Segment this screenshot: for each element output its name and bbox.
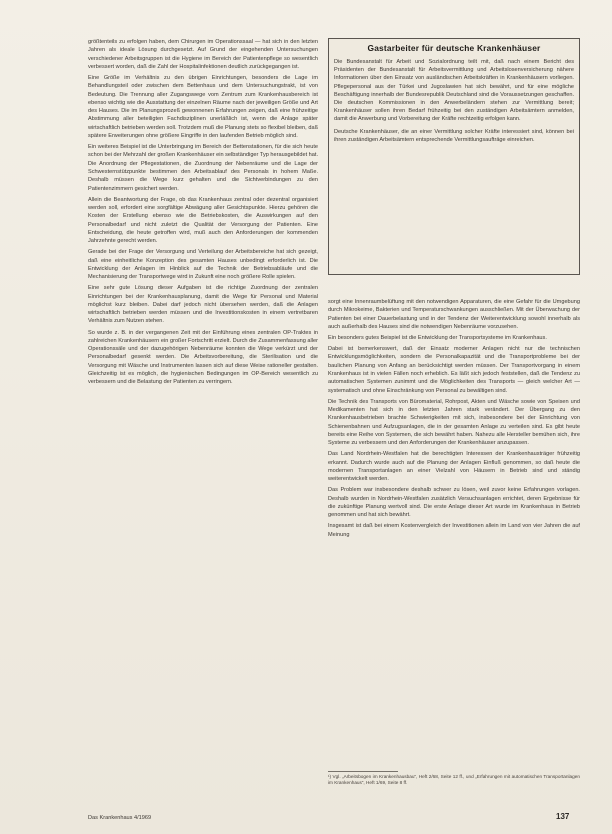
- sidebar-box-paragraph: Die Bundesanstalt für Arbeit und Sozialordnung teilt mit, daß nach einem Bericht des Präsidenten der Bundesanstalt für Arbeitsvermittlung und Arbeitslosenversicherung nähere Informationen über den Einsatz von ausländischen Arbeitskräften in Krankenhäusern vorliegen. Pflegepersonal aus der Türkei und Jugoslawien hat sich bewährt, und für eine mögliche Beschäftigung innerhalb der Bundesrepublik Deutschland sind die Voraussetzungen geschaffen. Die deutschen Kommissionen in den Anwerbeländern stehen zur Vermittlung bereit; Krankenhäuser sollen ihren Bedarf frühzeitig bei den zuständigen Arbeitsämtern anmelden, damit die Anwerbung und Vorbereitung der Kräfte rechtzeitig erfolgen kann.: [334, 59, 574, 123]
- body-paragraph: Die Technik des Transports von Büromaterial, Rohrpost, Akten und Wäsche sowie von Speisen und Medikamenten hat sich in den letzten Jahren stark verändert. Der Übergang zu den Krankenhausbetrieben brachte Schwierigkeiten mit sich, insbesondere bei der Einrichtung von Schienenbahnen und Aufzugsanlagen, die in der gesamten Anlage zu verteilen sind. Es gibt heute bereits eine Reihe von Systemen, die sich bewährt haben. Nahezu alle Hersteller bemühen sich, ihre Systeme zu verbessern und den Anforderungen der Krankenhäuser anzupassen.: [328, 398, 580, 447]
- body-paragraph: Eine sehr gute Lösung dieser Aufgaben ist die richtige Zuordnung der zentralen Einrichtungen bei der Krankenhausplanung, damit die Wege für Personal und Material möglichst kurz bleiben. Dabei darf jedoch nicht übersehen werden, daß die Anlagen wirtschaftlich betrieben werden müssen und die Investitionskosten in einem vertretbaren Verhältnis zum Nutzen stehen.: [88, 285, 318, 325]
- body-paragraph: So wurde z. B. in der vergangenen Zeit mit der Einführung eines zentralen OP-Traktes in zahlreichen Krankenhäusern ein großer Fortschritt erzielt. Durch die Zusammenfassung aller Operationssäle und der dazugehörigen Nebenräume konnten die Wege verkürzt und der Personalbedarf gesenkt werden. Die Arbeitsvorbereitung, die Sterilisation und die Versorgung mit Wäsche und Instrumenten lassen sich auf diese Weise rationeller gestalten. Gleichzeitig ist es möglich, die hygienischen Bedingungen im OP-Bereich wesentlich zu verbessern und die Belastung der Patienten zu verringern.: [88, 329, 318, 386]
- body-paragraph: Eine Größe im Verhältnis zu den übrigen Einrichtungen, besonders die Lage im Behandlungsteil oder zwischen dem Bettenhaus und dem Untersuchungstrakt, ist von Bedeutung. Die Trennung aller Zugangswege vom Zentrum zum Krankenhausbereich ist ebenso wichtig wie die Ausstattung der einzelnen Räume nach der jeweiligen Größe und Art des Hauses. Die im Planungsprozeß gewonnenen Erfahrungen zeigen, daß eine frühzeitige Abstimmung aller beteiligten Fachdisziplinen unerläßlich ist, wenn die Anlage später wirtschaftlich betrieben werden soll. Trotzdem muß die Planung stets so flexibel bleiben, daß spätere Erweiterungen ohne größere Eingriffe in den laufenden Betrieb möglich sind.: [88, 74, 318, 140]
- sidebar-box-paragraph: Deutsche Krankenhäuser, die an einer Vermittlung solcher Kräfte interessiert sind, können bei ihren zuständigen Arbeitsämtern entsprechende Vermittlungsaufträge einreichen.: [334, 128, 574, 143]
- page-number: 137: [556, 812, 570, 821]
- body-paragraph: Ein weiteres Beispiel ist die Unterbringung im Bereich der Bettenstationen, für die sich heute schon bei der Mehrzahl der großen Krankenhäuser ein selbständiger Typ herausgebildet hat. Die Anordnung der Pflegestationen, die Zuordnung der Nebenräume und die Lage der Schwesternstützpunkte bestimmen den Arbeitsablauf des Personals in hohem Maße. Deshalb müssen die Wege kurz gehalten und die Sichtverbindungen zu den Patientenzimmern gesichert werden.: [88, 144, 318, 192]
- body-paragraph: Das Land Nordrhein-Westfalen hat die berechtigten Interessen der Krankenhausträger frühzeitig erkannt. Dadurch wurde auch auf die Planung der Anlagen Einfluß genommen, so daß heute die modernen Transportanlagen an einer Vielzahl von Häusern in Betrieb sind und ständig weiterentwickelt werden.: [328, 451, 580, 483]
- sidebar-info-box: [328, 38, 580, 275]
- journal-footer: Das Krankenhaus 4/1969: [88, 815, 152, 821]
- left-text-column: [88, 38, 318, 813]
- body-paragraph: Das Problem war insbesondere deshalb schwer zu lösen, weil zuvor keine Erfahrungen vorlagen. Deshalb wurden in Nordrhein-Westfalen zusätzlich Versuchsanlagen errichtet, deren Ergebnisse für die zukünftige Planung wertvoll sind. Die erste Anlage dieser Art wurde im Krankenhaus in Betrieb genommen und hat sich bewährt.: [328, 487, 580, 519]
- body-paragraph: Gerade bei der Frage der Versorgung und Verteilung der Arbeitsbereiche hat sich gezeigt, daß eine einheitliche Konzeption des gesamten Hauses unbedingt erforderlich ist. Die Entwicklung der Anlagen im Hinblick auf die Technik der Betriebsabläufe und die Mechanisierung der Transportwege wird in Zukunft eine noch größere Rolle spielen.: [88, 249, 318, 281]
- body-paragraph: Ein besonders gutes Beispiel ist die Entwicklung der Transportsysteme im Krankenhaus.: [328, 334, 547, 341]
- footnote: ¹) Vgl. „Arbeitsbogen im Krankenhausbau“, Heft 2/68, Seite 12 ff., und „Erfahrungen mit automatischen Transportanlagen im Krankenhaus“, Heft 1/69, Seite 8 ff.: [328, 774, 580, 786]
- body-paragraph: sorgt eine Innenraumbelüftung mit den notwendigen Apparaturen, die eine Gefahr für die Umgebung durch Mikrokeime, Bakterien und Temperaturschwankungen ausschließen. Mit der Überwachung der Patienten bei einer Dauerbelastung und in der Tendenz der Weiterentwicklung sowohl innerhalb als auch außerhalb des Hauses sind die notwendigen Nebenräume vorzusehen.: [328, 299, 580, 330]
- body-paragraph: größtenteils zu erfolgen haben, dem Chirurgen im Operationssaal — hat sich in den letzten Jahren als ideale Lösung durchgesetzt. Auf Grund der eingehenden Untersuchungen verschiedener Arbeitsgruppen ist die Hygiene im Bereich der Patientenpflege so wesentlich verbessert worden, daß die Zahl der Hospitalinfektionen deutlich zurückgegangen ist.: [88, 39, 318, 70]
- body-paragraph: Insgesamt ist daß bei einem Kostenvergleich der Investitionen allein im Land von vier Jahren die auf Meinung: [328, 523, 580, 538]
- footnote-divider: [328, 771, 398, 772]
- body-paragraph: Allein die Beantwortung der Frage, ob das Krankenhaus zentral oder dezentral organisiert werden soll, erfordert eine sorgfältige Abwägung aller Gesichtspunkte. Hierzu gehören die Kosten der Erstellung ebenso wie die Betriebskosten, die Auswirkungen auf den Personalbedarf und nicht zuletzt die Qualität der Versorgung der Patienten. Eine Entscheidung, die heute getroffen wird, muß auch den Anforderungen der kommenden Jahrzehnte gerecht werden.: [88, 196, 318, 245]
- sidebar-box-title: Gastarbeiter für deutsche Krankenhäuser: [367, 43, 541, 53]
- right-text-column: [328, 298, 580, 768]
- body-paragraph: Dabei ist bemerkenswert, daß der Einsatz moderner Anlagen nicht nur die technischen Entwicklungsmöglichkeiten, sondern die Personalkapazität und die Transportprobleme bei der baulichen Planung von Anfang an berücksichtigt werden müssen. Der Transportvorgang in einem Krankenhaus ist in vielen Fällen noch erheblich. Es läßt sich jedoch feststellen, daß die Tendenz zu automatischen Systemen zunimmt und die Möglichkeiten des Transports — gleich welcher Art — systematisch und ohne Einschränkung von Personal zu bewältigen sind.: [328, 346, 580, 394]
